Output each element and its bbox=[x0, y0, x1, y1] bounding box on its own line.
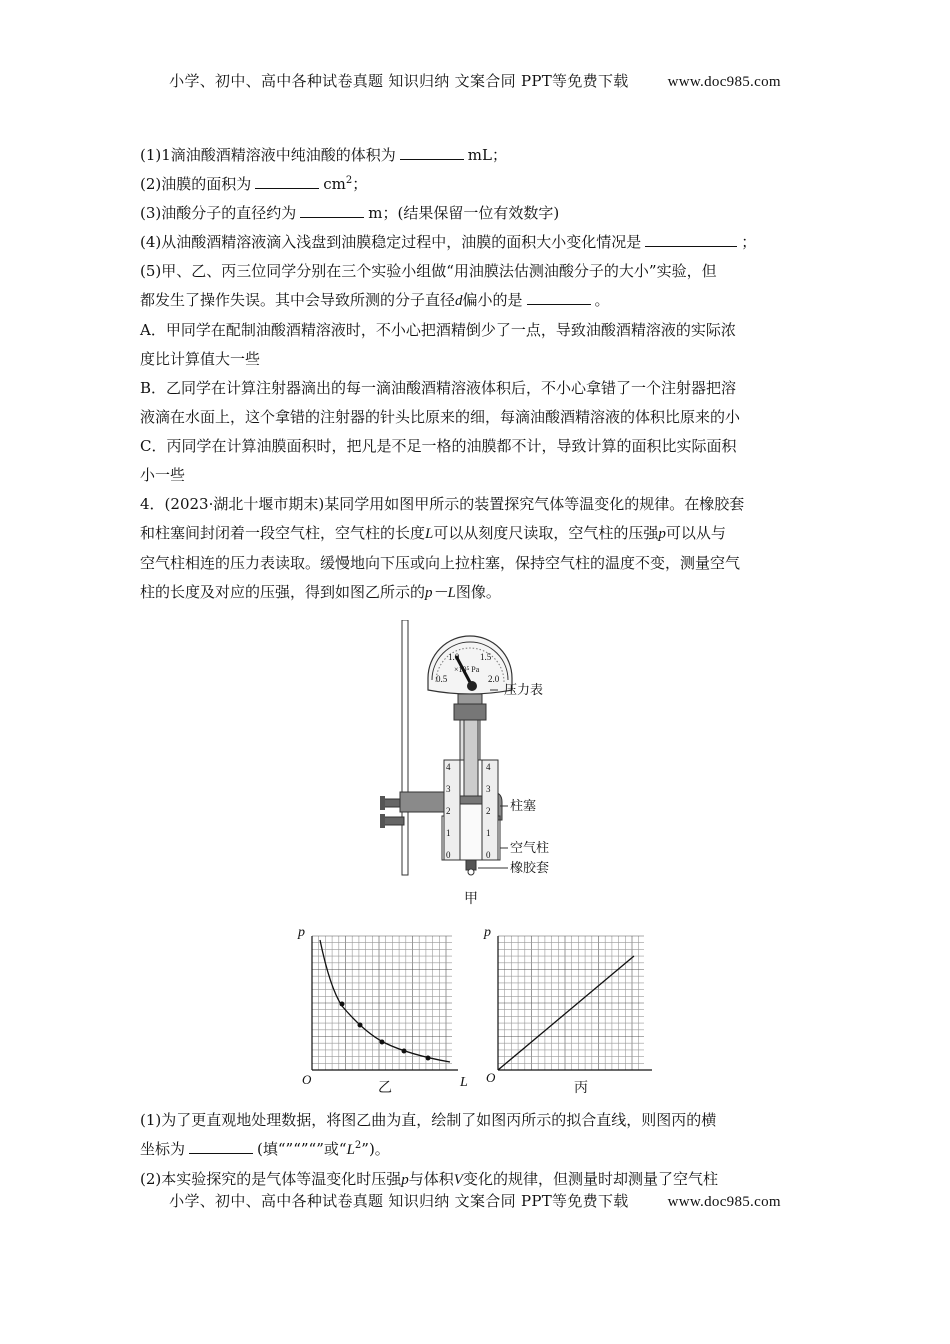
apparatus-diagram bbox=[380, 620, 580, 882]
plunger-label: 柱塞 bbox=[510, 799, 537, 814]
q4-sub1-line-1: (1)为了更直观地处理数据，将图乙曲为直，绘制了如图丙所示的拟合直线，则图丙的横 bbox=[140, 1111, 717, 1129]
x-axis-label: L bbox=[460, 1075, 468, 1090]
svg-text:4: 4 bbox=[446, 762, 451, 772]
q3-line-2: (2)油膜的面积为 $cm^2$； bbox=[140, 175, 368, 193]
option-a-line-1: A．甲同学在配制油酸酒精溶液时，不小心把酒精倒少了一点，导致油酸酒精溶液的实际浓 bbox=[140, 321, 736, 339]
option-c-line-2: 小一些 bbox=[140, 466, 186, 484]
q4-line-2: 和柱塞间封闭着一段空气柱，空气柱的长度L可以从刻度尺读取，空气柱的压强p可以从与 bbox=[140, 524, 726, 542]
data-point bbox=[358, 1023, 363, 1028]
q3-line-6: 都发生了操作失误。其中会导致所测的分子直径d偏小的是 。 bbox=[140, 291, 610, 309]
pl-curve bbox=[320, 940, 450, 1062]
answer-blank[interactable] bbox=[400, 145, 464, 160]
answer-blank[interactable] bbox=[527, 290, 591, 305]
air-column-label: 空气柱 bbox=[510, 841, 550, 856]
y-axis-label: p bbox=[484, 925, 491, 940]
origin-label: O bbox=[486, 1070, 496, 1085]
question-3-block bbox=[140, 141, 810, 608]
q3-line-1: (1)1滴油酸酒精溶液中纯油酸的体积为 mL； bbox=[140, 146, 507, 164]
header-url[interactable]: www.doc985.com bbox=[667, 74, 781, 90]
dial-unit: ×10⁵ Pa bbox=[454, 665, 480, 674]
footer-url[interactable]: www.doc985.com bbox=[667, 1194, 781, 1210]
dial-label: 0.5 bbox=[436, 674, 448, 684]
fit-line bbox=[498, 956, 634, 1070]
svg-text:3: 3 bbox=[446, 784, 451, 794]
svg-text:1: 1 bbox=[446, 828, 451, 838]
svg-text:3: 3 bbox=[486, 784, 491, 794]
svg-text:0: 0 bbox=[446, 850, 451, 860]
q3-line-3: (3)油酸分子的直径约为 m；(结果保留一位有效数字) bbox=[140, 204, 560, 222]
data-point bbox=[426, 1056, 431, 1061]
svg-text:1: 1 bbox=[486, 828, 491, 838]
q4-line-1: 4．(2023·湖北十堰市期末)某同学用如图甲所示的装置探究气体等温变化的规律。在橡胶套 bbox=[140, 495, 745, 513]
answer-blank[interactable] bbox=[300, 203, 364, 218]
page-footer bbox=[0, 1190, 950, 1211]
rubber-sleeve-label: 橡胶套 bbox=[510, 861, 550, 876]
syringe bbox=[442, 720, 500, 875]
graph-yi bbox=[290, 918, 480, 1098]
page-header bbox=[0, 70, 950, 91]
q4-line-3: 空气柱相连的压力表读取。缓慢地向下压或向上拉柱塞，保持空气柱的温度不变，测量空气 bbox=[140, 554, 741, 572]
answer-blank[interactable] bbox=[645, 232, 737, 247]
svg-text:2: 2 bbox=[446, 806, 451, 816]
footer-text: 小学、初中、高中各种试卷真题 知识归纳 文案合同 PPT等免费下载 bbox=[169, 1192, 629, 1210]
option-b-line-1: B．乙同学在计算注射器滴出的每一滴油酸酒精溶液体积后，不小心拿错了一个注射器把溶 bbox=[140, 379, 737, 397]
graph-bing bbox=[482, 918, 672, 1098]
header-text: 小学、初中、高中各种试卷真题 知识归纳 文案合同 PPT等免费下载 bbox=[169, 72, 629, 90]
y-axis-label: p bbox=[298, 925, 305, 940]
q4-line-4: 柱的长度及对应的压强，得到如图乙所示的p－L图像。 bbox=[140, 583, 501, 601]
q4-sub2-line-1: (2)本实验探究的是气体等温变化时压强p与体积V变化的规律，但测量时却测量了空气柱 bbox=[140, 1170, 718, 1188]
dial-label: 2.0 bbox=[488, 674, 500, 684]
graph-caption: 乙 bbox=[378, 1080, 392, 1096]
graph-caption: 丙 bbox=[574, 1080, 588, 1096]
data-point bbox=[340, 1002, 345, 1007]
figure-caption-jia: 甲 bbox=[464, 891, 478, 907]
answer-blank[interactable] bbox=[189, 1139, 253, 1154]
q4-sub1-line-2: 坐标为 (填“”“”“”或“$L^2$”)。 bbox=[140, 1140, 390, 1158]
q3-line-4: (4)从油酸酒精溶液滴入浅盘到油膜稳定过程中，油膜的面积大小变化情况是 ； bbox=[140, 233, 757, 251]
origin-label: O bbox=[302, 1072, 312, 1087]
dial-label: 1.0 bbox=[448, 652, 460, 662]
option-c-line-1: C．丙同学在计算油膜面积时，把凡是不足一格的油膜都不计，导致计算的面积比实际面积 bbox=[140, 437, 737, 455]
svg-text:0: 0 bbox=[486, 850, 491, 860]
svg-text:4: 4 bbox=[486, 762, 491, 772]
gauge-label: 压力表 bbox=[504, 683, 544, 698]
dial-label: 1.5 bbox=[480, 652, 492, 662]
question-4-subparts bbox=[140, 1106, 810, 1195]
option-b-line-2: 液滴在水面上，这个拿错的注射器的针头比原来的细，每滴油酸酒精溶液的体积比原来的小 bbox=[140, 408, 741, 426]
svg-text:2: 2 bbox=[486, 806, 491, 816]
option-a-line-2: 度比计算值大一些 bbox=[140, 350, 261, 368]
data-point bbox=[402, 1049, 407, 1054]
q3-line-5: (5)甲、乙、丙三位同学分别在三个实验小组做“用油膜法估测油酸分子的大小”实验，但 bbox=[140, 262, 717, 280]
data-point bbox=[380, 1040, 385, 1045]
answer-blank[interactable] bbox=[255, 174, 319, 189]
